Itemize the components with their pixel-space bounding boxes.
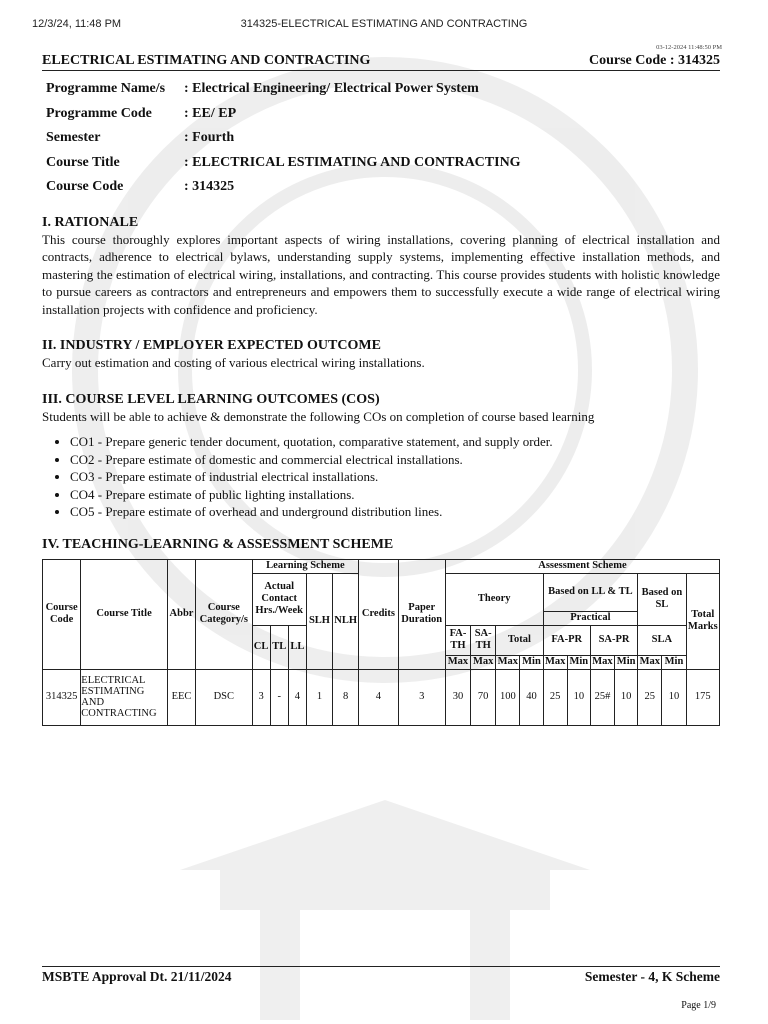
table-row xyxy=(43,669,720,725)
cell-nlh: 8 xyxy=(333,669,359,725)
cell-sla-max: 25 xyxy=(638,669,662,725)
section-title-outcome: II. INDUSTRY / EMPLOYER EXPECTED OUTCOME xyxy=(42,338,381,353)
th-fa-th: FA-TH xyxy=(445,625,470,655)
cell-cl: 3 xyxy=(252,669,270,725)
cell-sa-th-max: 70 xyxy=(471,669,496,725)
rationale-text: This course thoroughly explores important aspects of wiring installations, covering planning of electrical installation and contracts, adherence to electrical bylaws, understanding supply systems, implementing effective installation methods, and mastering the estimation of electrical wiring, installations, and contracting. This course provides students with holistic knowledge to pursue careers as contractors and entrepreneurs and empowers them to successfully execute a wide range of electrical wiring installation projects with confidence and proficiency. xyxy=(42,231,720,317)
cell-code: 314325 xyxy=(43,669,81,725)
footer-semester: Semester - 4, K Scheme xyxy=(584,969,720,984)
th-fa-pr: FA-PR xyxy=(543,625,590,655)
cell-sla-min: 10 xyxy=(662,669,686,725)
th-learning-scheme: Learning Scheme xyxy=(252,559,359,573)
header-course-code: Course Code : 314325 xyxy=(588,53,720,68)
th-max: Max xyxy=(544,656,566,667)
th-total-marks: Total Marks xyxy=(686,573,719,669)
cos-list xyxy=(42,433,720,521)
document-header xyxy=(42,52,720,71)
th-course-title: Course Title xyxy=(81,559,168,669)
course-info-block xyxy=(42,77,720,200)
print-datetime: 12/3/24, 11:48 PM xyxy=(32,18,122,30)
document-page xyxy=(42,52,720,726)
page-number: Page 1/9 xyxy=(681,1000,716,1011)
section-title-cos: III. COURSE LEVEL LEARNING OUTCOMES (COS) xyxy=(42,391,380,407)
list-item: • CO3 - Prepare estimate of industrial electrical installations. xyxy=(70,468,720,486)
th-max: Max xyxy=(592,656,613,667)
footer-approval: MSBTE Approval Dt. 21/11/2024 xyxy=(42,969,232,984)
th-credits: Credits xyxy=(359,559,398,669)
th-min: Min xyxy=(662,655,686,669)
th-course-code: Course Code xyxy=(43,559,81,669)
info-row-course-title: Course Title : ELECTRICAL ESTIMATING AND CONTRACTING xyxy=(46,154,521,170)
cell-total-marks: 175 xyxy=(686,669,719,725)
cell-sa-pr-min: 10 xyxy=(615,669,638,725)
th-sla: SLA xyxy=(638,625,686,655)
print-document-title: 314325-ELECTRICAL ESTIMATING AND CONTRACTING xyxy=(240,18,528,30)
teaching-assessment-scheme-table xyxy=(42,559,720,726)
cell-tl: - xyxy=(270,669,288,725)
cell-paper: 3 xyxy=(398,669,445,725)
list-item: • CO5 - Prepare estimate of overhead and underground distribution lines. xyxy=(70,503,720,521)
th-tl: TL xyxy=(270,625,288,669)
th-max: Max xyxy=(471,655,496,669)
th-max: Max xyxy=(445,655,470,669)
cell-slh: 1 xyxy=(306,669,332,725)
header-course-name: ELECTRICAL ESTIMATING AND CONTRACTING xyxy=(42,53,371,68)
list-item: • CO1 - Prepare generic tender document, quotation, comparative statement, and supply order. xyxy=(70,433,720,451)
cell-fa-pr-min: 10 xyxy=(567,669,590,725)
th-based-sl: Based on SL xyxy=(638,573,686,625)
th-category: Course Category/s xyxy=(196,559,252,669)
th-nlh: NLH xyxy=(333,573,359,669)
cell-total-min: 40 xyxy=(520,669,543,725)
th-based-ll-tl: Based on LL & TL xyxy=(543,573,638,611)
th-min: Min xyxy=(520,655,543,669)
info-row-course-code: Course Code : 314325 xyxy=(46,179,235,195)
th-actual-contact: Actual Contact Hrs./Week xyxy=(252,573,306,625)
th-max: Max xyxy=(639,656,661,667)
th-sa-pr: SA-PR xyxy=(590,625,637,655)
th-assessment-scheme: Assessment Scheme xyxy=(445,559,719,573)
th-cl: CL xyxy=(252,625,270,669)
cell-abbr: EEC xyxy=(167,669,195,725)
cell-credits: 4 xyxy=(359,669,398,725)
th-ll: LL xyxy=(288,625,306,669)
th-paper-duration: Paper Duration xyxy=(398,559,445,669)
th-sa-th: SA-TH xyxy=(471,625,496,655)
th-abbr: Abbr xyxy=(167,559,195,669)
info-row-semester: Semester : Fourth xyxy=(46,130,235,146)
cell-category: DSC xyxy=(196,669,252,725)
th-total: Total xyxy=(496,625,543,655)
print-timestamp: 03-12-2024 11:48:50 PM xyxy=(656,44,722,51)
info-row-programme-code: Programme Code : EE/ EP xyxy=(46,105,237,121)
info-row-programme-name: Programme Name/s : Electrical Engineering/ Electrical Power System xyxy=(46,81,479,97)
document-footer xyxy=(42,966,720,985)
th-practical: Practical xyxy=(543,611,638,625)
cos-intro: Students will be able to achieve & demonstrate the following COs on completion of course based learning xyxy=(42,408,595,424)
cell-total-max: 100 xyxy=(496,669,520,725)
section-title-rationale: I. RATIONALE xyxy=(42,214,139,230)
cell-fa-th-max: 30 xyxy=(445,669,470,725)
section-title-scheme: IV. TEACHING-LEARNING & ASSESSMENT SCHEME xyxy=(42,536,394,552)
cell-sa-pr-max: 25# xyxy=(590,669,614,725)
th-theory: Theory xyxy=(445,573,543,625)
th-min: Min xyxy=(615,655,638,669)
th-min: Min xyxy=(567,655,590,669)
cell-fa-pr-max: 25 xyxy=(543,669,567,725)
cell-title: ELECTRICAL ESTIMATING AND CONTRACTING xyxy=(81,669,168,725)
outcome-text: Carry out estimation and costing of various electrical wiring installations. xyxy=(42,355,425,370)
list-item: • CO4 - Prepare estimate of public lighting installations. xyxy=(70,486,720,504)
th-slh: SLH xyxy=(306,573,332,669)
cell-ll: 4 xyxy=(288,669,306,725)
th-max: Max xyxy=(497,656,519,667)
list-item: • CO2 - Prepare estimate of domestic and commercial electrical installations. xyxy=(70,451,720,469)
